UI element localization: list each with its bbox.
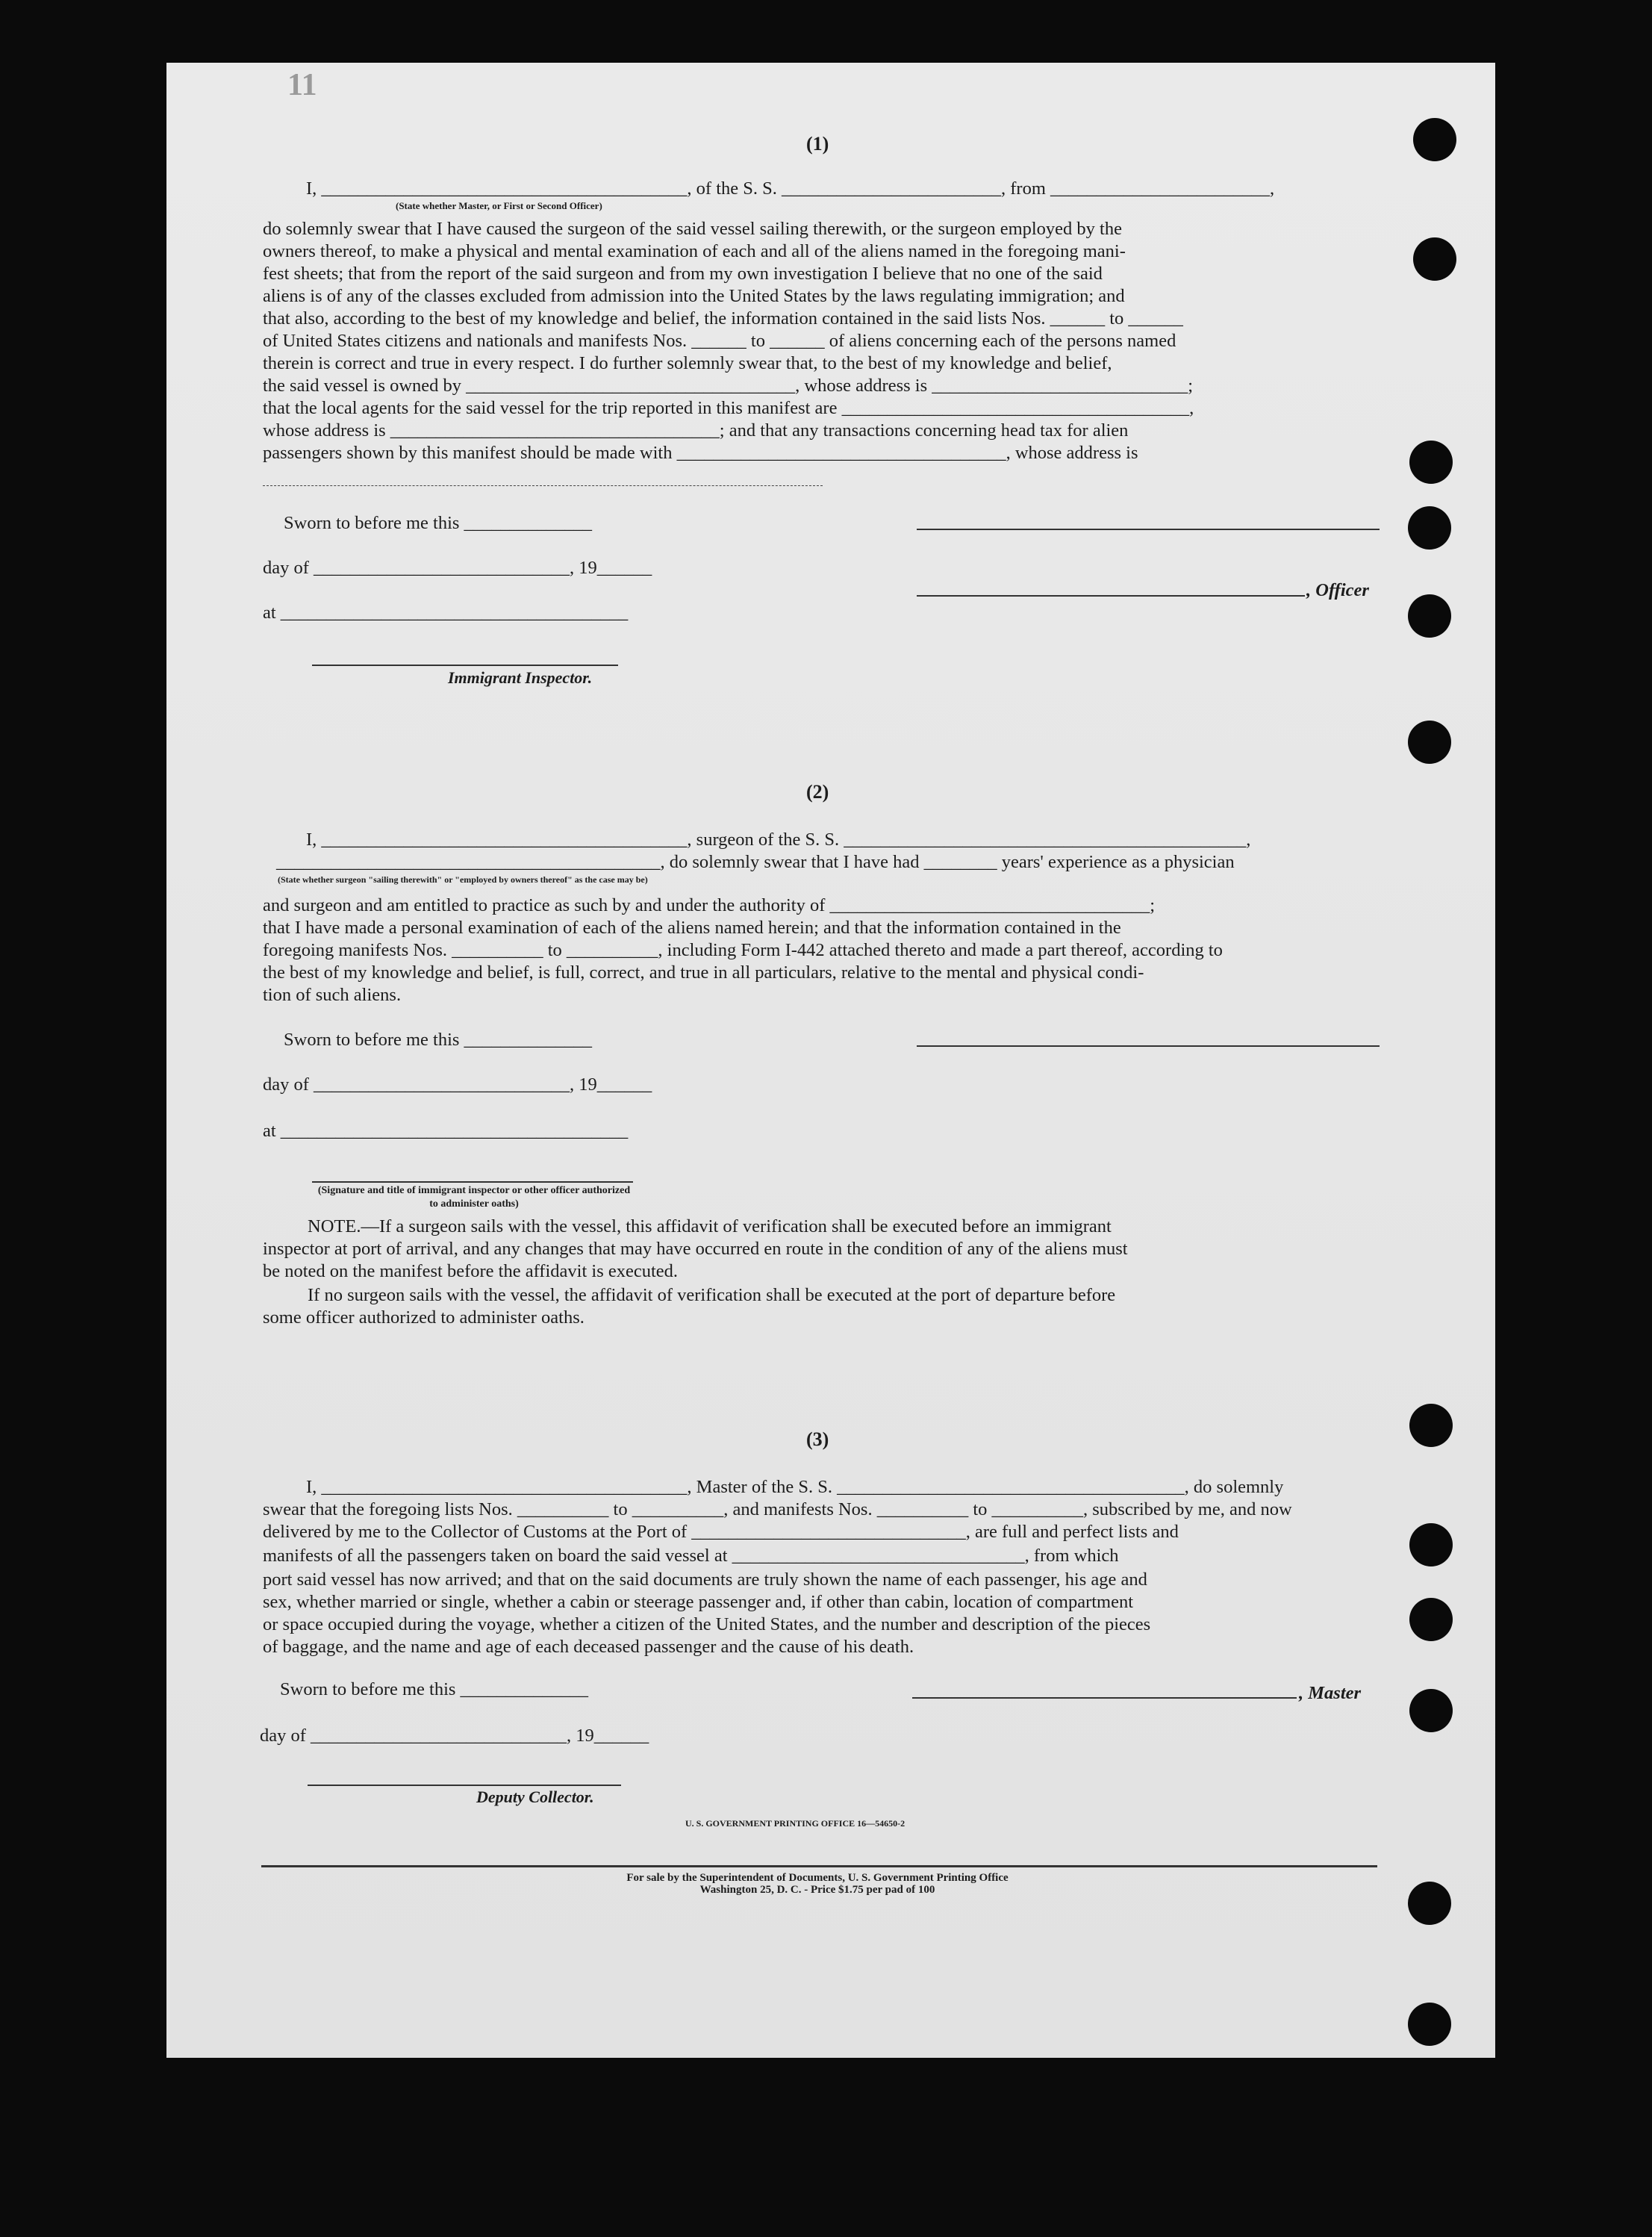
sec2-note-3: be noted on the manifest before the affidavit is executed. bbox=[263, 1261, 679, 1281]
sec1-officer-line bbox=[917, 595, 1305, 597]
sec1-line-2: do solemnly swear that I have caused the surgeon of the said vessel sailing therewith, or the surgeon employed by the bbox=[263, 219, 1122, 239]
sec2-line-7: tion of such aliens. bbox=[263, 985, 402, 1005]
binder-hole bbox=[1408, 594, 1451, 638]
section-1-number: (1) bbox=[806, 133, 829, 155]
sec1-line-11: whose address is ____________________________________; and that any transactions concerning head tax for alien bbox=[263, 420, 1129, 441]
sale-notice-2: Washington 25, D. C. - Price $1.75 per pad of 100 bbox=[699, 1884, 935, 1896]
sec2-at: at ______________________________________ bbox=[263, 1121, 629, 1141]
sec3-line-7: or space occupied during the voyage, whether a citizen of the United States, and the number and description of the pieces bbox=[263, 1614, 1151, 1634]
sec1-sworn: Sworn to before me this ______________ bbox=[284, 513, 593, 533]
binder-hole bbox=[1409, 441, 1453, 484]
sec2-line-6: the best of my knowledge and belief, is full, correct, and true in all particulars, relative to the mental and physical condi- bbox=[263, 962, 1144, 983]
sec1-line-3: owners thereof, to make a physical and mental examination of each and all of the aliens named in the foregoing mani- bbox=[263, 241, 1126, 261]
sec2-line-2: __________________________________________, do solemnly swear that I have had ________ years' experience as a physician bbox=[276, 852, 1235, 872]
sec3-day: day of ____________________________, 19______ bbox=[260, 1726, 649, 1746]
sec3-line-3: delivered by me to the Collector of Customs at the Port of ______________________________, are full and perfect lists and bbox=[263, 1522, 1179, 1542]
sec2-line-4: that I have made a personal examination of each of the aliens named herein; and that the information contained in the bbox=[263, 918, 1121, 938]
section-3-number: (3) bbox=[806, 1428, 829, 1450]
sec3-line-5: port said vessel has now arrived; and that on the said documents are truly shown the name of each passenger, his age and bbox=[263, 1569, 1147, 1590]
binder-hole bbox=[1408, 721, 1451, 764]
sec3-master-line bbox=[912, 1697, 1297, 1699]
footer-rule bbox=[261, 1865, 1377, 1867]
sec1-line-8: therein is correct and true in every respect. I do further solemnly swear that, to the best of my knowledge and belief, bbox=[263, 353, 1112, 373]
sec1-line-12: passengers shown by this manifest should be made with ____________________________________, whose address is bbox=[263, 443, 1138, 463]
sec1-officer-label: , Officer bbox=[1306, 580, 1369, 600]
binder-hole bbox=[1409, 1598, 1453, 1641]
binder-hole bbox=[1408, 1882, 1451, 1925]
binder-hole bbox=[1413, 237, 1456, 281]
note-text: —If a surgeon sails with the vessel, this affidavit of verification shall be executed before an immigrant bbox=[361, 1216, 1112, 1236]
sec1-line-10: that the local agents for the said vessel for the trip reported in this manifest are ______________________________________, bbox=[263, 398, 1194, 418]
page-number: 11 bbox=[287, 68, 317, 102]
gpo-imprint: U. S. GOVERNMENT PRINTING OFFICE 16—54650-2 bbox=[685, 1818, 906, 1829]
sec1-line-1-note: (State whether Master, or First or Second Officer) bbox=[396, 200, 602, 211]
sale-notice-1: For sale by the Superintendent of Documents, U. S. Government Printing Office bbox=[626, 1872, 1009, 1884]
binder-hole bbox=[1413, 118, 1456, 161]
sec3-sworn: Sworn to before me this ______________ bbox=[280, 1679, 589, 1699]
sec3-line-8: of baggage, and the name and age of each deceased passenger and the cause of his death. bbox=[263, 1637, 914, 1657]
sec2-line-3: and surgeon and am entitled to practice as such by and under the authority of ___________________________________; bbox=[263, 895, 1156, 915]
binder-hole bbox=[1409, 1689, 1453, 1732]
sec2-note-5: some officer authorized to administer oaths. bbox=[263, 1307, 585, 1328]
sec1-line-1: I, ________________________________________, of the S. S. ________________________, from ________________________, bbox=[306, 178, 1275, 199]
sec3-line-1: I, ________________________________________, Master of the S. S. ______________________________________, do solemnly bbox=[306, 1477, 1284, 1497]
sec2-signature-line bbox=[917, 1045, 1380, 1047]
sec2-sworn: Sworn to before me this ______________ bbox=[284, 1030, 593, 1050]
binder-hole bbox=[1408, 2003, 1451, 2046]
sec1-line-4: fest sheets; that from the report of the said surgeon and from my own investigation I believe that no one of the said bbox=[263, 264, 1103, 284]
sec1-line-6: that also, according to the best of my knowledge and belief, the information contained in the said lists Nos. ______ to ______ bbox=[263, 308, 1183, 329]
sec1-address-line bbox=[263, 485, 823, 486]
sec2-day: day of ____________________________, 19______ bbox=[263, 1074, 652, 1095]
sec1-inspector-label: Immigrant Inspector. bbox=[448, 668, 593, 687]
sec1-signature-line bbox=[917, 529, 1380, 530]
sec2-line-1: I, ________________________________________, surgeon of the S. S. ____________________________________________, bbox=[306, 830, 1251, 850]
sec2-inspector-line bbox=[312, 1181, 633, 1183]
binder-hole bbox=[1409, 1523, 1453, 1566]
binder-hole bbox=[1409, 1404, 1453, 1447]
sec2-note-2: inspector at port of arrival, and any changes that may have occurred en route in the condition of any of the aliens must bbox=[263, 1239, 1128, 1259]
sec3-collector-label: Deputy Collector. bbox=[476, 1788, 594, 1806]
sec1-inspector-line bbox=[312, 665, 618, 666]
sec1-day: day of ____________________________, 19______ bbox=[263, 558, 652, 578]
sec3-master-label: , Master bbox=[1299, 1683, 1362, 1703]
sec2-line-5: foregoing manifests Nos. __________ to __________, including Form I-442 attached thereto and made a part thereof, according to bbox=[263, 940, 1223, 960]
sec1-at: at ______________________________________ bbox=[263, 603, 629, 623]
sec2-note-1 bbox=[308, 1216, 1112, 1238]
sec2-signature-note: (Signature and title of immigrant inspector or other officer authorized to administer oaths) bbox=[317, 1185, 631, 1210]
section-2-number: (2) bbox=[806, 781, 829, 803]
note-label: NOTE. bbox=[308, 1216, 361, 1236]
sec1-line-5: aliens is of any of the classes excluded from admission into the United States by the laws regulating immigration; and bbox=[263, 286, 1125, 306]
sec3-line-4: manifests of all the passengers taken on board the said vessel at ________________________________, from which bbox=[263, 1546, 1119, 1566]
sec3-line-6: sex, whether married or single, whether a cabin or steerage passenger and, if other than cabin, location of compartment bbox=[263, 1592, 1134, 1612]
sec1-line-9: the said vessel is owned by ____________________________________, whose address is ____________________________; bbox=[263, 376, 1194, 396]
sec2-note-4: If no surgeon sails with the vessel, the affidavit of verification shall be executed at the port of departure before bbox=[308, 1285, 1116, 1305]
sec1-line-7: of United States citizens and nationals and manifests Nos. ______ to ______ of aliens concerning each of the persons named bbox=[263, 331, 1176, 351]
sec2-line-2-note: (State whether surgeon "sailing therewith" or "employed by owners thereof" as the case may be) bbox=[278, 874, 648, 885]
binder-hole bbox=[1408, 506, 1451, 550]
sec3-line-2: swear that the foregoing lists Nos. __________ to __________, and manifests Nos. __________ to __________, subscribed by me, and now bbox=[263, 1499, 1292, 1519]
